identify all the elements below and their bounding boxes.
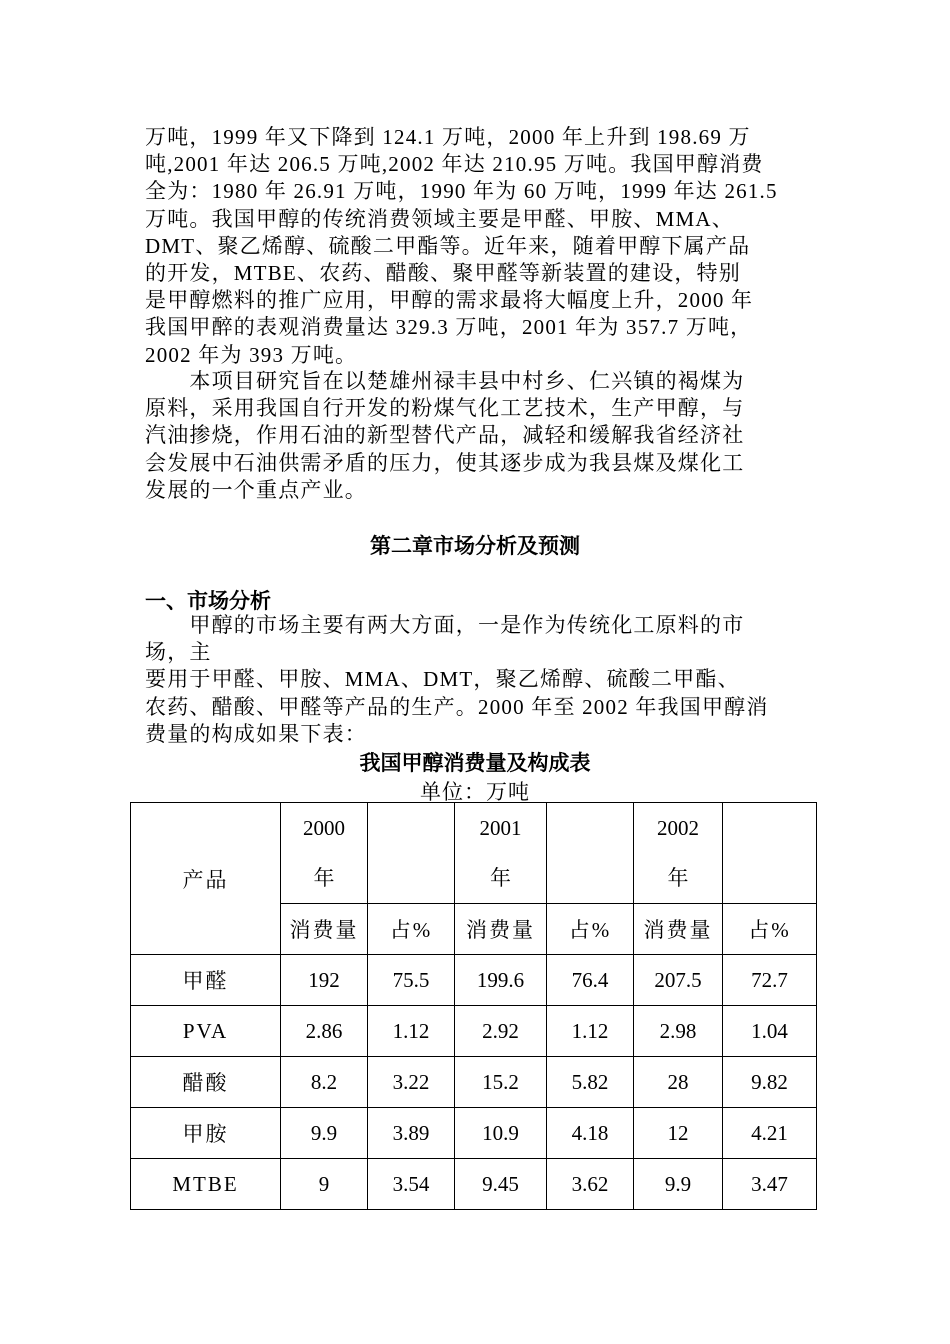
table-title: 我国甲醇消费量及构成表 [359, 752, 591, 775]
paragraph-project-purpose [145, 368, 810, 504]
value-cell: 28 [634, 1057, 723, 1108]
section-title: 一、市场分析 [145, 590, 271, 613]
value-cell: 199.6 [455, 955, 547, 1006]
year-unit: 年 [667, 866, 689, 890]
text-line: 吨,2001 年达 206.5 万吨,2002 年达 210.95 万吨。我国甲醇消费 [145, 152, 764, 177]
text-line: 是甲醇燃料的推广应用，甲醇的需求最将大幅度上升，2000 年 [145, 288, 754, 313]
value-cell: 9.9 [634, 1159, 723, 1210]
value-cell: 9.82 [723, 1057, 817, 1108]
product-cell: PVA [131, 1006, 281, 1057]
text-line: 要用于甲醛、甲胺、MMA、DMT，聚乙烯醇、硫酸二甲酯、 [145, 667, 740, 692]
paragraph-methanol-consumption [145, 124, 810, 369]
year-number: 2000 [303, 816, 345, 840]
header-year-2001 [455, 803, 547, 904]
header-empty [723, 803, 817, 904]
text-line: 万吨，1999 年又下降到 124.1 万吨，2000 年上升到 198.69 万 [145, 125, 751, 149]
header-consumption: 消费量 [455, 904, 547, 955]
value-cell: 1.12 [368, 1006, 455, 1057]
header-product: 产品 [131, 803, 281, 955]
product-cell: 甲醛 [131, 955, 281, 1006]
value-cell: 76.4 [547, 955, 634, 1006]
header-year-2002 [634, 803, 723, 904]
product-cell: 甲胺 [131, 1108, 281, 1159]
table-row [131, 1159, 817, 1210]
text-line: 场，主 [145, 640, 212, 665]
text-line: 会发展中石油供需矛盾的压力，使其逐步成为我县煤及煤化工 [145, 450, 745, 475]
table-unit: 单位：万吨 [420, 780, 530, 804]
value-cell: 9.9 [281, 1108, 368, 1159]
value-cell: 2.86 [281, 1006, 368, 1057]
value-cell: 2.92 [455, 1006, 547, 1057]
year-number: 2002 [657, 816, 699, 840]
header-year-2000 [281, 803, 368, 904]
value-cell: 3.62 [547, 1159, 634, 1210]
value-cell: 10.9 [455, 1108, 547, 1159]
header-percent: 占% [368, 904, 455, 955]
text-line: 甲醇的市场主要有两大方面，一是作为传统化工原料的市 [145, 613, 745, 637]
consumption-table [130, 802, 817, 1210]
table-row [131, 955, 817, 1006]
value-cell: 3.54 [368, 1159, 455, 1210]
value-cell: 5.82 [547, 1057, 634, 1108]
value-cell: 4.21 [723, 1108, 817, 1159]
table-row [131, 1006, 817, 1057]
year-number: 2001 [479, 816, 522, 840]
value-cell: 1.04 [723, 1006, 817, 1057]
year-unit: 年 [313, 866, 335, 890]
chapter-title: 第二章市场分析及预测 [370, 535, 580, 558]
product-cell: MTBE [131, 1159, 281, 1210]
value-cell: 3.89 [368, 1108, 455, 1159]
text-line: 2002 年为 393 万吨。 [145, 342, 358, 367]
header-consumption: 消费量 [281, 904, 368, 955]
header-empty [547, 803, 634, 904]
value-cell: 207.5 [634, 955, 723, 1006]
value-cell: 72.7 [723, 955, 817, 1006]
text-line: 费量的构成如果下表： [145, 721, 367, 746]
text-line: 汽油掺烧，作用石油的新型替代产品，减轻和缓解我省经济社 [145, 423, 745, 448]
text-line: 发展的一个重点产业。 [145, 477, 367, 502]
text-line: 全为：1980 年 26.91 万吨，1990 年为 60 万吨，1999 年达 261.5 [145, 179, 778, 204]
value-cell: 9.45 [455, 1159, 547, 1210]
value-cell: 1.12 [547, 1006, 634, 1057]
table-header-row [131, 803, 817, 904]
year-unit: 年 [490, 866, 511, 890]
header-empty [368, 803, 455, 904]
text-line: DMT、聚乙烯醇、硫酸二甲酯等。近年来，随着甲醇下属产品 [145, 233, 751, 258]
header-percent: 占% [547, 904, 634, 955]
value-cell: 2.98 [634, 1006, 723, 1057]
text-line: 万吨。我国甲醇的传统消费领域主要是甲醛、甲胺、MMA、 [145, 206, 734, 231]
product-cell: 醋酸 [131, 1057, 281, 1108]
table-row [131, 1057, 817, 1108]
value-cell: 12 [634, 1108, 723, 1159]
value-cell: 3.22 [368, 1057, 455, 1108]
text-line: 的开发，MTBE、农药、醋酸、聚甲醛等新装置的建设，特别 [145, 261, 741, 286]
value-cell: 3.47 [723, 1159, 817, 1210]
text-line: 原料，采用我国自行开发的粉煤气化工艺技术，生产甲醇，与 [145, 396, 745, 421]
value-cell: 9 [281, 1159, 368, 1210]
text-line: 本项目研究旨在以楚雄州禄丰县中村乡、仁兴镇的褐煤为 [145, 369, 745, 393]
header-percent: 占% [723, 904, 817, 955]
text-line: 我国甲醉的表观消费量达 329.3 万吨，2001 年为 357.7 万吨， [145, 315, 753, 340]
value-cell: 4.18 [547, 1108, 634, 1159]
paragraph-market-analysis [145, 612, 810, 748]
header-consumption: 消费量 [634, 904, 723, 955]
value-cell: 75.5 [368, 955, 455, 1006]
value-cell: 8.2 [281, 1057, 368, 1108]
value-cell: 192 [281, 955, 368, 1006]
text-line: 农药、醋酸、甲醛等产品的生产。2000 年至 2002 年我国甲醇消 [145, 694, 769, 719]
table-row [131, 1108, 817, 1159]
value-cell: 15.2 [455, 1057, 547, 1108]
